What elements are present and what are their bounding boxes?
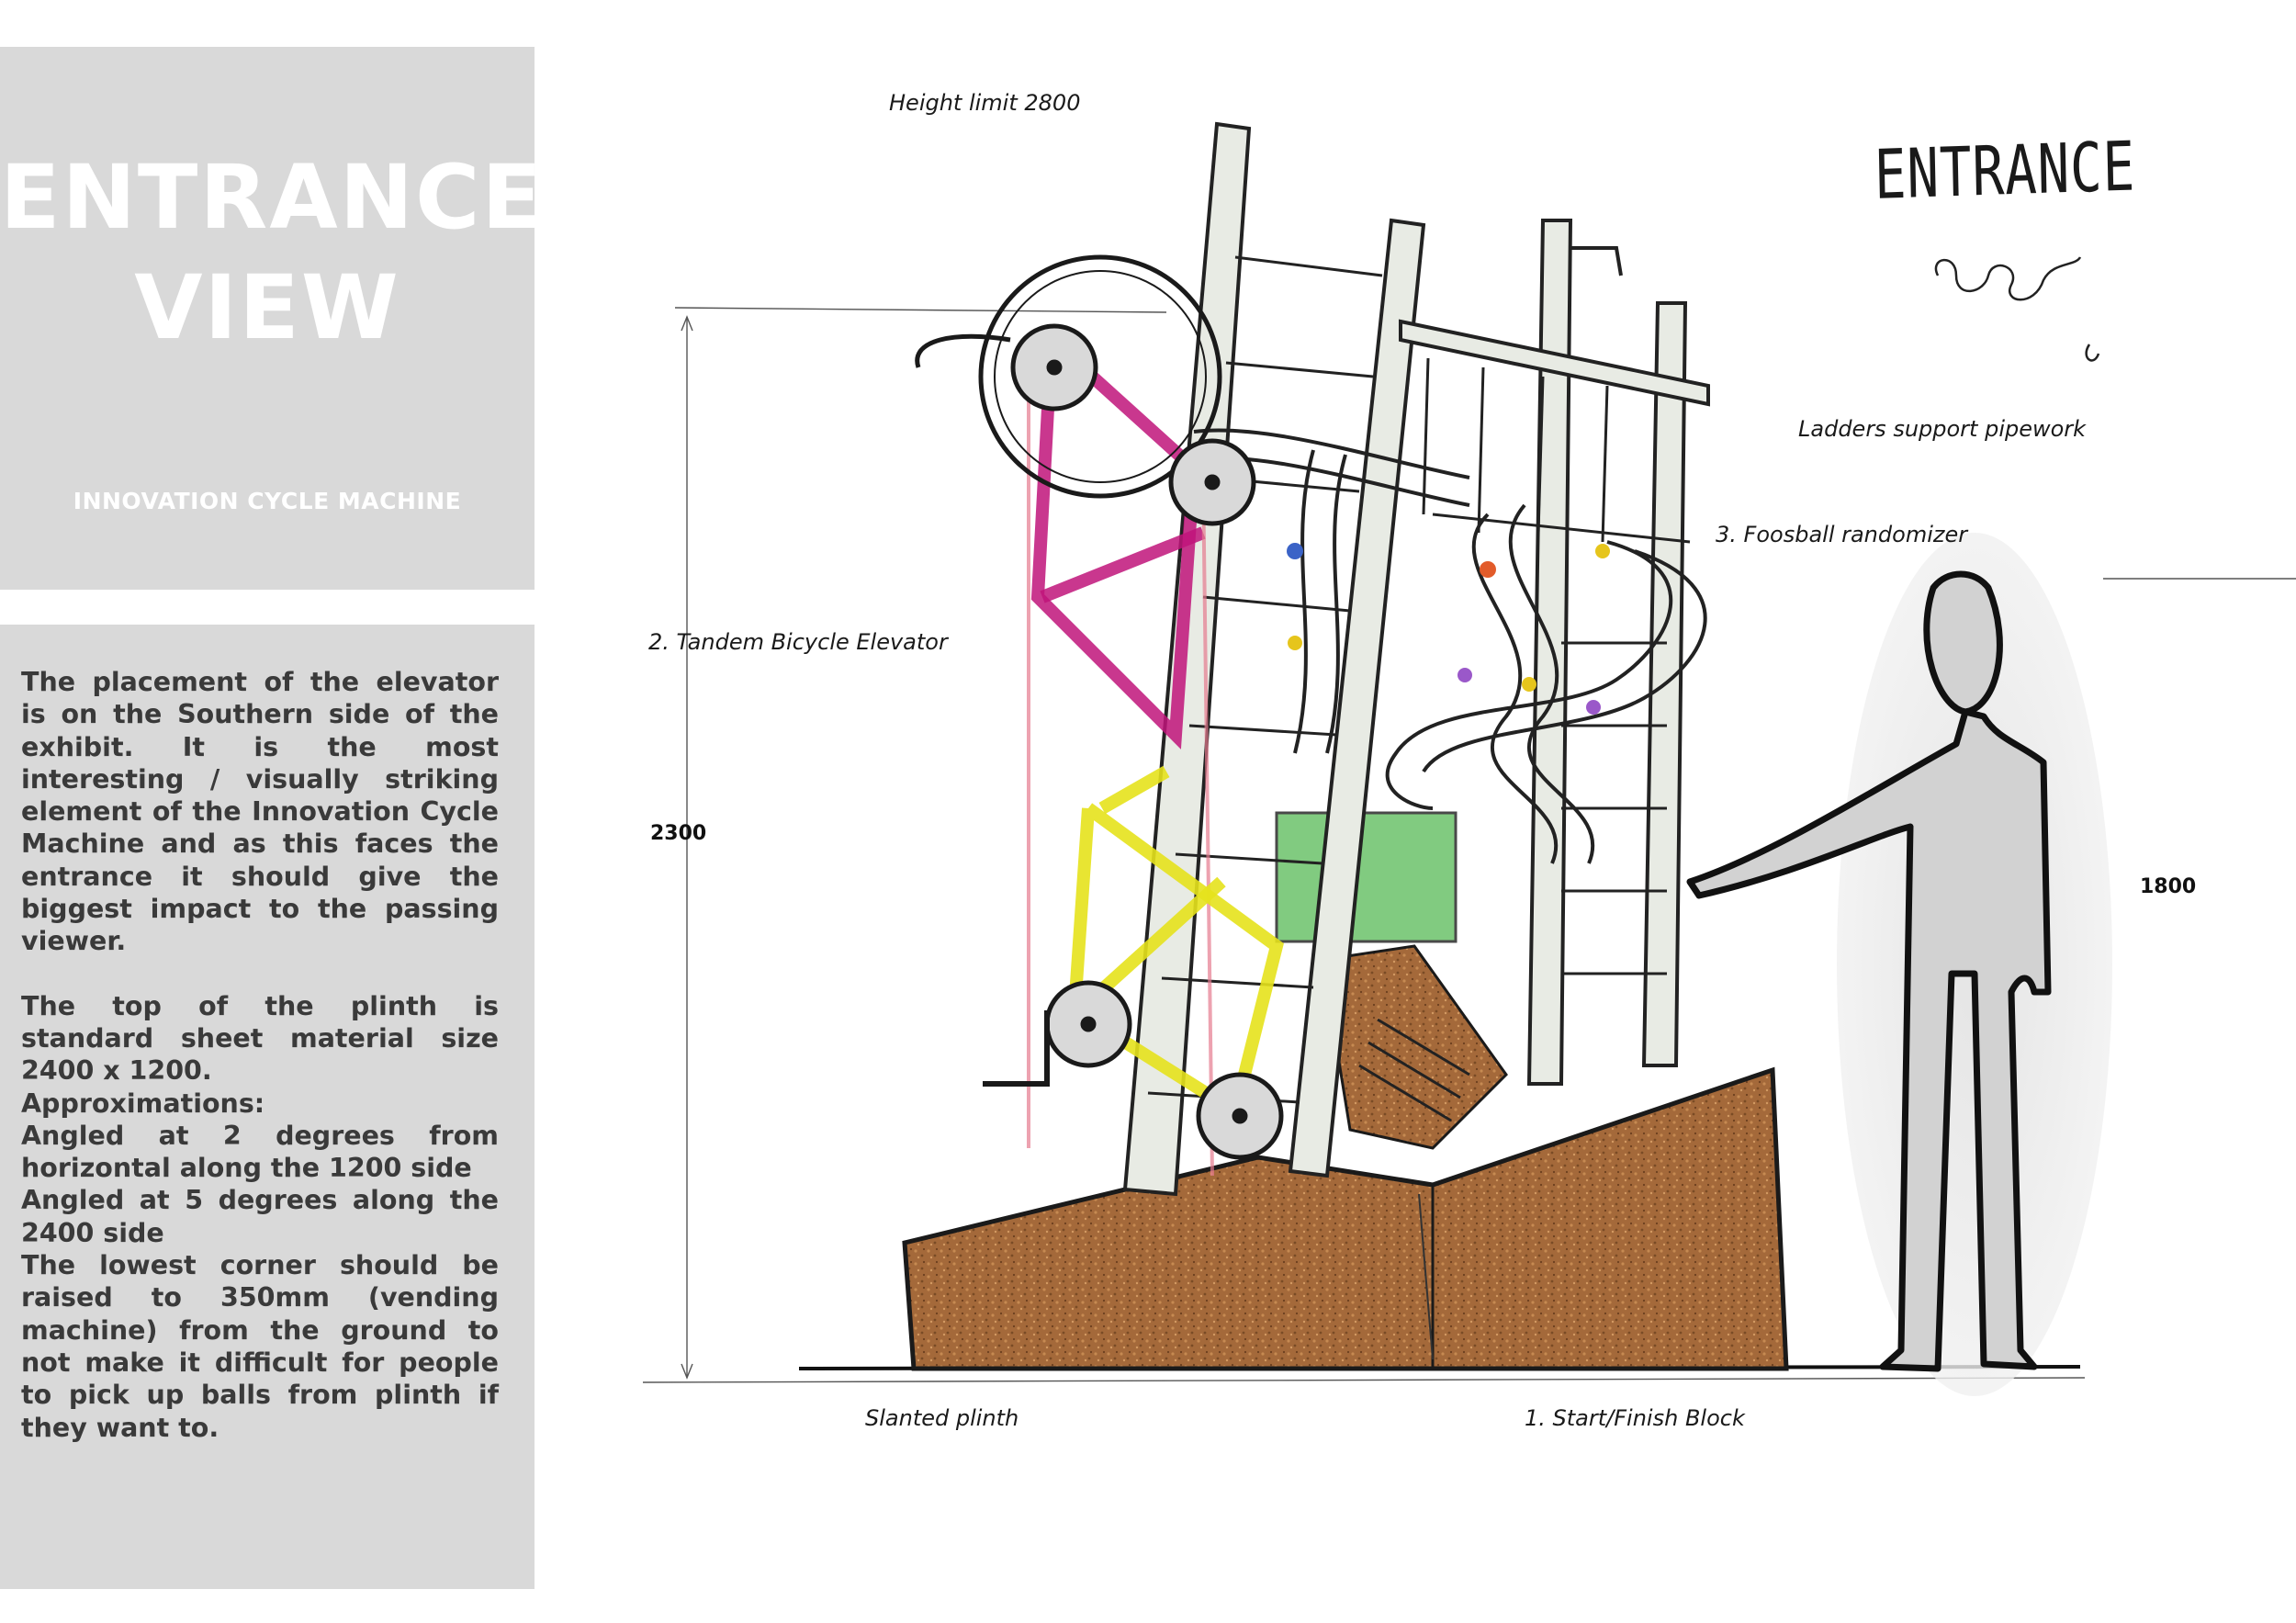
label-start-finish: 1. Start/Finish Block [1525, 1405, 1745, 1431]
approximations-heading: Approximations: [21, 1088, 265, 1119]
label-ladders: Ladders support pipework [1798, 416, 2087, 442]
dimension-left: 2300 [650, 822, 707, 845]
label-plinth: Slanted plinth [865, 1405, 1019, 1431]
label-height-limit: Height limit 2800 [889, 90, 1081, 116]
title-line-2: VIEW [134, 256, 400, 359]
pipework [1194, 430, 1705, 863]
entrance-handwritten-label: ENTRANCE [1874, 127, 2136, 215]
label-foosball: 3. Foosball randomizer [1716, 522, 1968, 547]
title-line-1: ENTRANCE [0, 146, 544, 249]
green-box [1277, 813, 1456, 941]
dimension-right: 1800 [2140, 875, 2197, 898]
doodle-mark [1936, 257, 2099, 360]
description-para-3: The lowest corner should be raised to 350mm (vending machine) from the ground to not make it difficult for people to pick up balls from plinth if they want to. [21, 1250, 499, 1443]
description-para-2: The top of the plinth is standard sheet material size 2400 x 1200. [21, 990, 499, 1087]
approximation-1: Angled at 2 degrees from horizontal along the 1200 side [21, 1120, 499, 1184]
slanted-plinth [905, 1070, 1786, 1369]
page-subtitle: INNOVATION CYCLE MACHINE [73, 488, 462, 514]
approximation-2: Angled at 5 degrees along the 2400 side [21, 1185, 499, 1248]
description-para-1: The placement of the elevator is on the Southern side of the exhibit. It is the most interesting / visually striking element of the Innovation Cycle Machine and as this faces the entrance it should give the biggest impact to the passing viewer. [21, 667, 499, 957]
label-tandem: 2. Tandem Bicycle Elevator [648, 629, 948, 655]
start-finish-block [1322, 946, 1506, 1148]
